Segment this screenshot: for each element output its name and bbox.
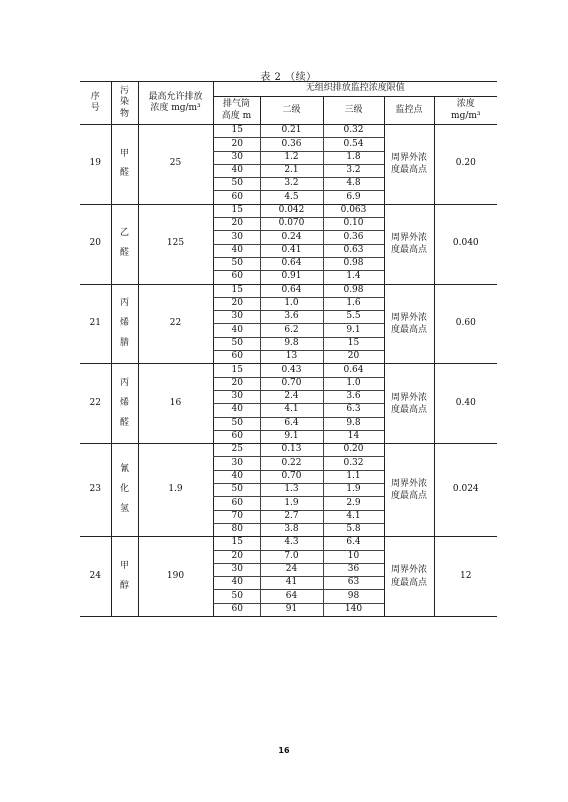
max-concentration: 22 — [138, 284, 213, 364]
stack-height-cell: 20 — [213, 138, 260, 151]
max-concentration: 25 — [138, 125, 213, 205]
level2-cell: 0.24 — [260, 231, 323, 244]
level2-cell: 41 — [260, 577, 323, 590]
level3-cell: 2.9 — [323, 497, 384, 510]
stack-height-cell: 15 — [213, 204, 260, 217]
monitor-point: 周界外浓 度最高点 — [384, 125, 434, 205]
stack-height-header: 排气筒 高度 m — [213, 97, 260, 125]
level2-cell: 9.8 — [260, 337, 323, 350]
seq-number: 19 — [80, 125, 111, 205]
stack-height-cell: 20 — [213, 297, 260, 310]
monitor-point: 周界外浓 度最高点 — [384, 444, 434, 537]
level3-cell: 0.98 — [323, 284, 384, 297]
stack-height-cell: 60 — [213, 430, 260, 443]
seq-number: 23 — [80, 444, 111, 537]
table-row — [80, 444, 497, 457]
monitor-point: 周界外浓 度最高点 — [384, 537, 434, 617]
emission-limits-table — [80, 81, 497, 617]
level3-cell: 140 — [323, 603, 384, 616]
level2-cell: 0.042 — [260, 204, 323, 217]
level3-cell: 36 — [323, 563, 384, 576]
level3-cell: 6.9 — [323, 191, 384, 204]
level2-cell: 1.0 — [260, 297, 323, 310]
stack-height-cell: 20 — [213, 218, 260, 231]
monitor-point: 周界外浓 度最高点 — [384, 284, 434, 364]
level3-cell: 0.63 — [323, 244, 384, 257]
concentration-limit: 0.20 — [434, 125, 497, 205]
level3-cell: 1.6 — [323, 297, 384, 310]
seq-number: 20 — [80, 204, 111, 284]
table-row — [80, 125, 497, 138]
level2-cell: 13 — [260, 351, 323, 364]
page-number: 16 — [278, 746, 290, 755]
level3-cell: 0.54 — [323, 138, 384, 151]
stack-height-cell: 40 — [213, 244, 260, 257]
level2-cell: 9.1 — [260, 430, 323, 443]
stack-height-cell: 40 — [213, 324, 260, 337]
stack-height-cell: 15 — [213, 364, 260, 377]
stack-height-cell: 60 — [213, 191, 260, 204]
pollutant-name: 乙 醛 — [111, 204, 138, 284]
table-row — [80, 537, 497, 550]
stack-height-cell: 15 — [213, 284, 260, 297]
stack-height-cell: 80 — [213, 523, 260, 536]
level3-cell: 20 — [323, 351, 384, 364]
level3-cell: 1.1 — [323, 470, 384, 483]
table-row — [80, 284, 497, 297]
stack-height-cell: 70 — [213, 510, 260, 523]
level3-cell: 0.98 — [323, 257, 384, 270]
stack-height-cell: 30 — [213, 151, 260, 164]
level2-header: 二级 — [260, 97, 323, 125]
level3-cell: 0.64 — [323, 364, 384, 377]
level2-cell: 2.7 — [260, 510, 323, 523]
level3-cell: 3.6 — [323, 390, 384, 403]
level2-cell: 91 — [260, 603, 323, 616]
level2-cell: 6.4 — [260, 417, 323, 430]
table-caption: 表 2 （续） — [260, 72, 317, 83]
level3-cell: 4.1 — [323, 510, 384, 523]
stack-height-cell: 60 — [213, 351, 260, 364]
monitor-point: 周界外浓 度最高点 — [384, 204, 434, 284]
concentration-limit: 0.040 — [434, 204, 497, 284]
level3-cell: 14 — [323, 430, 384, 443]
level3-cell: 9.1 — [323, 324, 384, 337]
stack-height-cell: 40 — [213, 164, 260, 177]
stack-height-cell: 40 — [213, 577, 260, 590]
concentration-limit: 12 — [434, 537, 497, 617]
pollutant-name: 丙 烯 腈 — [111, 284, 138, 364]
level3-cell: 0.20 — [323, 444, 384, 457]
max-concentration: 190 — [138, 537, 213, 617]
stack-height-cell: 40 — [213, 470, 260, 483]
seq-number: 24 — [80, 537, 111, 617]
level3-cell: 0.32 — [323, 457, 384, 470]
stack-height-cell: 30 — [213, 231, 260, 244]
stack-height-cell: 50 — [213, 590, 260, 603]
stack-height-cell: 30 — [213, 563, 260, 576]
level3-cell: 0.36 — [323, 231, 384, 244]
level2-cell: 4.3 — [260, 537, 323, 550]
stack-height-cell: 50 — [213, 417, 260, 430]
pollutant-name: 丙 烯 醛 — [111, 364, 138, 444]
level3-cell: 15 — [323, 337, 384, 350]
seq-number: 22 — [80, 364, 111, 444]
level2-cell: 0.36 — [260, 138, 323, 151]
stack-height-cell: 25 — [213, 444, 260, 457]
max-concentration: 1.9 — [138, 444, 213, 537]
stack-height-cell: 20 — [213, 377, 260, 390]
table-row — [80, 204, 497, 217]
stack-height-cell: 20 — [213, 550, 260, 563]
pollutant-name: 甲 醇 — [111, 537, 138, 617]
level2-cell: 0.64 — [260, 284, 323, 297]
level3-cell: 0.10 — [323, 218, 384, 231]
concentration-limit: 0.40 — [434, 364, 497, 444]
pollutant-header: 污 染 物 — [111, 82, 138, 125]
level2-cell: 0.13 — [260, 444, 323, 457]
stack-height-cell: 50 — [213, 178, 260, 191]
level2-cell: 6.2 — [260, 324, 323, 337]
concentration-header: 浓度 mg/m³ — [434, 97, 497, 125]
level2-cell: 1.9 — [260, 497, 323, 510]
level3-cell: 3.2 — [323, 164, 384, 177]
level2-cell: 0.70 — [260, 470, 323, 483]
level2-cell: 4.5 — [260, 191, 323, 204]
level3-cell: 63 — [323, 577, 384, 590]
pollutant-name: 甲 醛 — [111, 125, 138, 205]
level2-cell: 7.0 — [260, 550, 323, 563]
stack-height-cell: 30 — [213, 390, 260, 403]
level2-cell: 0.070 — [260, 218, 323, 231]
level3-cell: 0.32 — [323, 125, 384, 138]
level3-cell: 98 — [323, 590, 384, 603]
stack-height-cell: 50 — [213, 484, 260, 497]
level2-cell: 0.70 — [260, 377, 323, 390]
monitor-point-header: 监控点 — [384, 97, 434, 125]
level3-cell: 10 — [323, 550, 384, 563]
table-row — [80, 364, 497, 377]
level3-cell: 1.0 — [323, 377, 384, 390]
stack-height-cell: 15 — [213, 537, 260, 550]
level3-cell: 1.8 — [323, 151, 384, 164]
stack-height-cell: 15 — [213, 125, 260, 138]
level2-cell: 1.3 — [260, 484, 323, 497]
level2-cell: 1.2 — [260, 151, 323, 164]
concentration-limit: 0.024 — [434, 444, 497, 537]
level2-cell: 64 — [260, 590, 323, 603]
level3-header: 三级 — [323, 97, 384, 125]
level2-cell: 0.21 — [260, 125, 323, 138]
level2-cell: 4.1 — [260, 404, 323, 417]
level2-cell: 0.43 — [260, 364, 323, 377]
max-concentration-header: 最高允许排放 浓度 mg/m³ — [138, 82, 213, 125]
level2-cell: 0.22 — [260, 457, 323, 470]
level3-cell: 4.8 — [323, 178, 384, 191]
seq-number: 21 — [80, 284, 111, 364]
level2-cell: 24 — [260, 563, 323, 576]
stack-height-cell: 50 — [213, 337, 260, 350]
pollutant-name: 氰 化 氢 — [111, 444, 138, 537]
level3-cell: 6.4 — [323, 537, 384, 550]
max-concentration: 16 — [138, 364, 213, 444]
level3-cell: 6.3 — [323, 404, 384, 417]
stack-height-cell: 40 — [213, 404, 260, 417]
level3-cell: 5.8 — [323, 523, 384, 536]
level3-cell: 1.4 — [323, 271, 384, 284]
level2-cell: 3.8 — [260, 523, 323, 536]
level2-cell: 0.91 — [260, 271, 323, 284]
level2-cell: 0.64 — [260, 257, 323, 270]
level2-cell: 0.41 — [260, 244, 323, 257]
stack-height-cell: 60 — [213, 603, 260, 616]
level3-cell: 1.9 — [323, 484, 384, 497]
stack-height-cell: 30 — [213, 457, 260, 470]
stack-height-cell: 30 — [213, 311, 260, 324]
fugitive-limit-header: 无组织排放监控浓度限值 — [213, 82, 497, 97]
level3-cell: 0.063 — [323, 204, 384, 217]
level2-cell: 2.4 — [260, 390, 323, 403]
monitor-point: 周界外浓 度最高点 — [384, 364, 434, 444]
level2-cell: 3.2 — [260, 178, 323, 191]
stack-height-cell: 60 — [213, 271, 260, 284]
level3-cell: 9.8 — [323, 417, 384, 430]
stack-height-cell: 60 — [213, 497, 260, 510]
seq-header: 序 号 — [80, 82, 111, 125]
level2-cell: 2.1 — [260, 164, 323, 177]
max-concentration: 125 — [138, 204, 213, 284]
stack-height-cell: 50 — [213, 257, 260, 270]
level2-cell: 3.6 — [260, 311, 323, 324]
level3-cell: 5.5 — [323, 311, 384, 324]
concentration-limit: 0.60 — [434, 284, 497, 364]
